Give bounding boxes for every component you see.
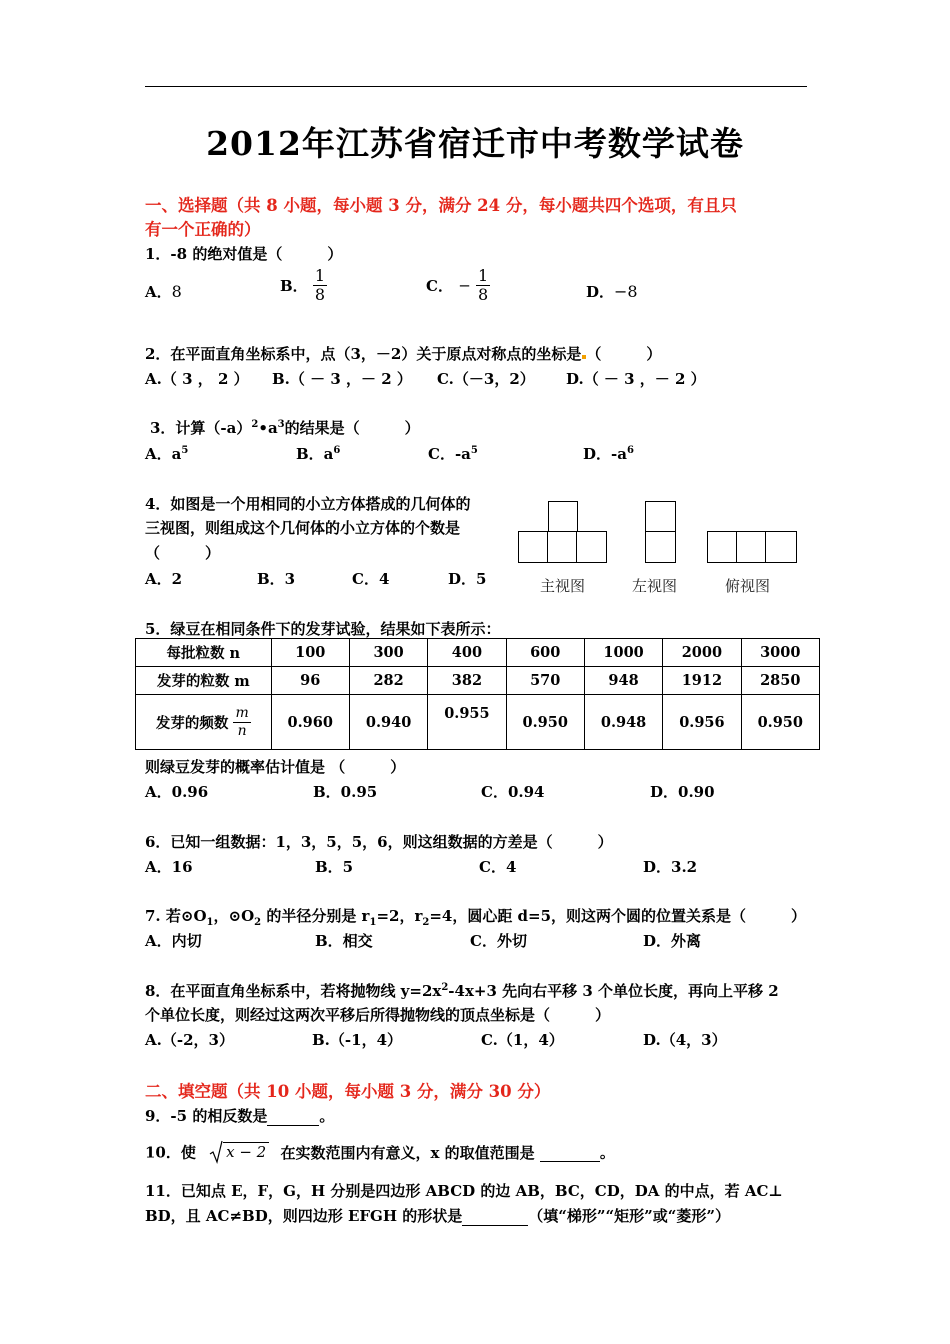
table-cell: 0.940: [349, 695, 427, 750]
table-cell: 1912: [663, 667, 741, 695]
table-cell: 2850: [741, 667, 819, 695]
q4-option-c: C．4: [352, 570, 390, 588]
table-cell: 0.956: [663, 695, 741, 750]
q2-option-d: D.（ － 3 ，－ 2 ）: [566, 370, 706, 388]
table-cell: 282: [349, 667, 427, 695]
top-view-cube: [765, 531, 797, 563]
q1-stem: 1．-8 的绝对值是（ ）: [145, 245, 343, 263]
table-cell: 96: [271, 667, 349, 695]
top-view-cube: [736, 531, 767, 563]
q1-option-b: B． $\frac{1}{8}$: [280, 266, 326, 304]
q5-option-d: D．0.90: [650, 783, 715, 801]
table-cell: 0.950: [741, 695, 819, 750]
q1-option-d: D．−8: [586, 282, 638, 301]
section1-header-line1: 一、选择题（共 8 小题，每小题 3 分，满分 24 分，每小题共四个选项，有且只: [145, 196, 737, 215]
q7-option-d: D．外离: [643, 932, 702, 950]
q4-option-a: A．2: [145, 570, 183, 588]
row-label: 每批粒数 n: [136, 639, 272, 667]
table-cell: 948: [584, 667, 662, 695]
q4-line2: 三视图，则组成这个几何体的小立方体的个数是: [145, 519, 461, 537]
table-cell: 0.955: [428, 695, 506, 750]
q6-option-c: C．4: [479, 858, 517, 876]
germination-table: [135, 638, 820, 750]
row-label: 发芽的频数 $\frac{m}{n}$: [136, 695, 272, 750]
q4-line1: 4．如图是一个用相同的小立方体搭成的几何体的: [145, 495, 471, 513]
header-rule: [145, 86, 807, 87]
top-view-cube: [707, 531, 738, 563]
table-cell: 400: [428, 639, 506, 667]
q3-option-d: D．$-a^6$: [583, 445, 634, 463]
page-title: 2012年江苏省宿迁市中考数学试卷: [206, 124, 744, 163]
q5-ask: 则绿豆发芽的概率估计值是 （ ）: [145, 758, 406, 776]
q11-line1: 11．已知点 E，F，G，H 分别是四边形 ABCD 的边 AB，BC，CD，DA 的中点，若 AC⊥: [145, 1182, 783, 1200]
front-view-label: 主视图: [540, 577, 586, 595]
q4-option-b: B．3: [257, 570, 296, 588]
q4-option-d: D．5: [448, 570, 487, 588]
q11-line2: BD，且 AC≠BD，则四边形 EFGH 的形状是 （填“梯形”“矩形”或“菱形”）: [145, 1207, 731, 1225]
q2-option-c: C.（－3，2）: [437, 370, 535, 388]
q8-option-a: A.（-2，3）: [145, 1031, 234, 1049]
table-cell: 1000: [584, 639, 662, 667]
table-row: [136, 667, 820, 695]
section2-header: 二、填空题（共 10 小题，每小题 3 分，满分 30 分）: [145, 1082, 551, 1101]
q10-answer-blank: [540, 1143, 600, 1162]
q7-stem: 7. 若$⊙O_1$，$⊙O_2$ 的半径分别是 $r_1=2$，$r_2=4$，圆心距 d=5，则这两个圆的位置关系是（ ）: [145, 907, 807, 928]
table-cell: 0.950: [506, 695, 584, 750]
table-row: [136, 695, 820, 750]
q2-option-a: A.（ 3 ， 2 ）: [145, 370, 249, 388]
front-view-cube: [548, 501, 578, 533]
table-row: [136, 639, 820, 667]
q8-line2: 个单位长度，则经过这两次平移后所得抛物线的顶点坐标是（ ）: [145, 1006, 611, 1024]
section1-header-line2: 有一个正确的）: [145, 220, 261, 239]
front-view-cube: [576, 531, 607, 563]
q10-stem: 10．使 x − 2 在实数范围内有意义，x 的取值范围是 。: [145, 1140, 615, 1164]
q4-line3: （ ）: [145, 544, 221, 562]
q8-option-d: D.（4，3）: [643, 1031, 727, 1049]
table-cell: 600: [506, 639, 584, 667]
q8-option-b: B.（-1，4）: [312, 1031, 403, 1049]
q6-option-d: D．3.2: [643, 858, 698, 876]
table-cell: 0.960: [271, 695, 349, 750]
q2-stem: 2．在平面直角坐标系中，点（3，－2）关于原点对称点的坐标是 （ ）: [145, 345, 662, 363]
top-view-label: 俯视图: [725, 577, 771, 595]
q1-c-fraction: $\frac{1}{8}$: [478, 266, 489, 304]
q7-option-a: A．内切: [145, 932, 202, 950]
frequency-fraction: $\frac{m}{n}$: [235, 704, 249, 739]
q5-option-c: C．0.94: [481, 783, 545, 801]
radical-sign-icon: [209, 1140, 223, 1164]
q1-b-fraction: $\frac{1}{8}$: [314, 266, 326, 304]
q5-stem: 5．绿豆在相同条件下的发芽试验，结果如下表所示：: [145, 620, 501, 638]
q9-stem: 9．-5 的相反数是 。: [145, 1107, 335, 1125]
q9-answer-blank: [267, 1107, 319, 1126]
q11-answer-blank: [462, 1207, 528, 1226]
q7-option-c: C．外切: [470, 932, 527, 950]
row-label: 发芽的粒数 m: [136, 667, 272, 695]
q3-option-b: B．$a^6$: [296, 445, 341, 463]
table-cell: 300: [349, 639, 427, 667]
q8-line1: 8．在平面直角坐标系中，若将抛物线 $y=2x^2-4x+3$ 先向右平移 3 个单位长度，再向上平移 2: [145, 982, 779, 1000]
table-cell: 0.948: [584, 695, 662, 750]
front-view-cube: [547, 531, 578, 563]
q3-option-c: C．$-a^5$: [428, 445, 478, 463]
q6-option-a: A．16: [145, 858, 193, 876]
q3-stem: 3．计算$(-a)^2•a^3$的结果是（ ）: [150, 419, 420, 437]
table-cell: 570: [506, 667, 584, 695]
q8-option-c: C.（1，4）: [481, 1031, 564, 1049]
front-view-cube: [518, 531, 549, 563]
q2-option-b: B.（ － 3 ，－ 2 ）: [272, 370, 412, 388]
q6-stem: 6．已知一组数据：1，3，5，5，6，则这组数据的方差是（ ）: [145, 833, 613, 851]
left-view-cube: [645, 531, 676, 563]
left-view-cube: [645, 501, 676, 533]
left-view-label: 左视图: [632, 577, 678, 595]
q6-option-b: B．5: [315, 858, 354, 876]
table-cell: 3000: [741, 639, 819, 667]
q7-option-b: B．相交: [315, 932, 373, 950]
q1-option-a: A．8: [145, 282, 182, 301]
q5-option-a: A．0.96: [145, 783, 209, 801]
table-cell: 2000: [663, 639, 741, 667]
q1-option-c: C． − $\frac{1}{8}$: [426, 266, 489, 304]
q5-option-b: B．0.95: [313, 783, 378, 801]
sqrt-expression: x − 2: [209, 1140, 269, 1164]
q3-option-a: A．$a^5$: [145, 445, 189, 463]
table-cell: 100: [271, 639, 349, 667]
table-cell: 382: [428, 667, 506, 695]
